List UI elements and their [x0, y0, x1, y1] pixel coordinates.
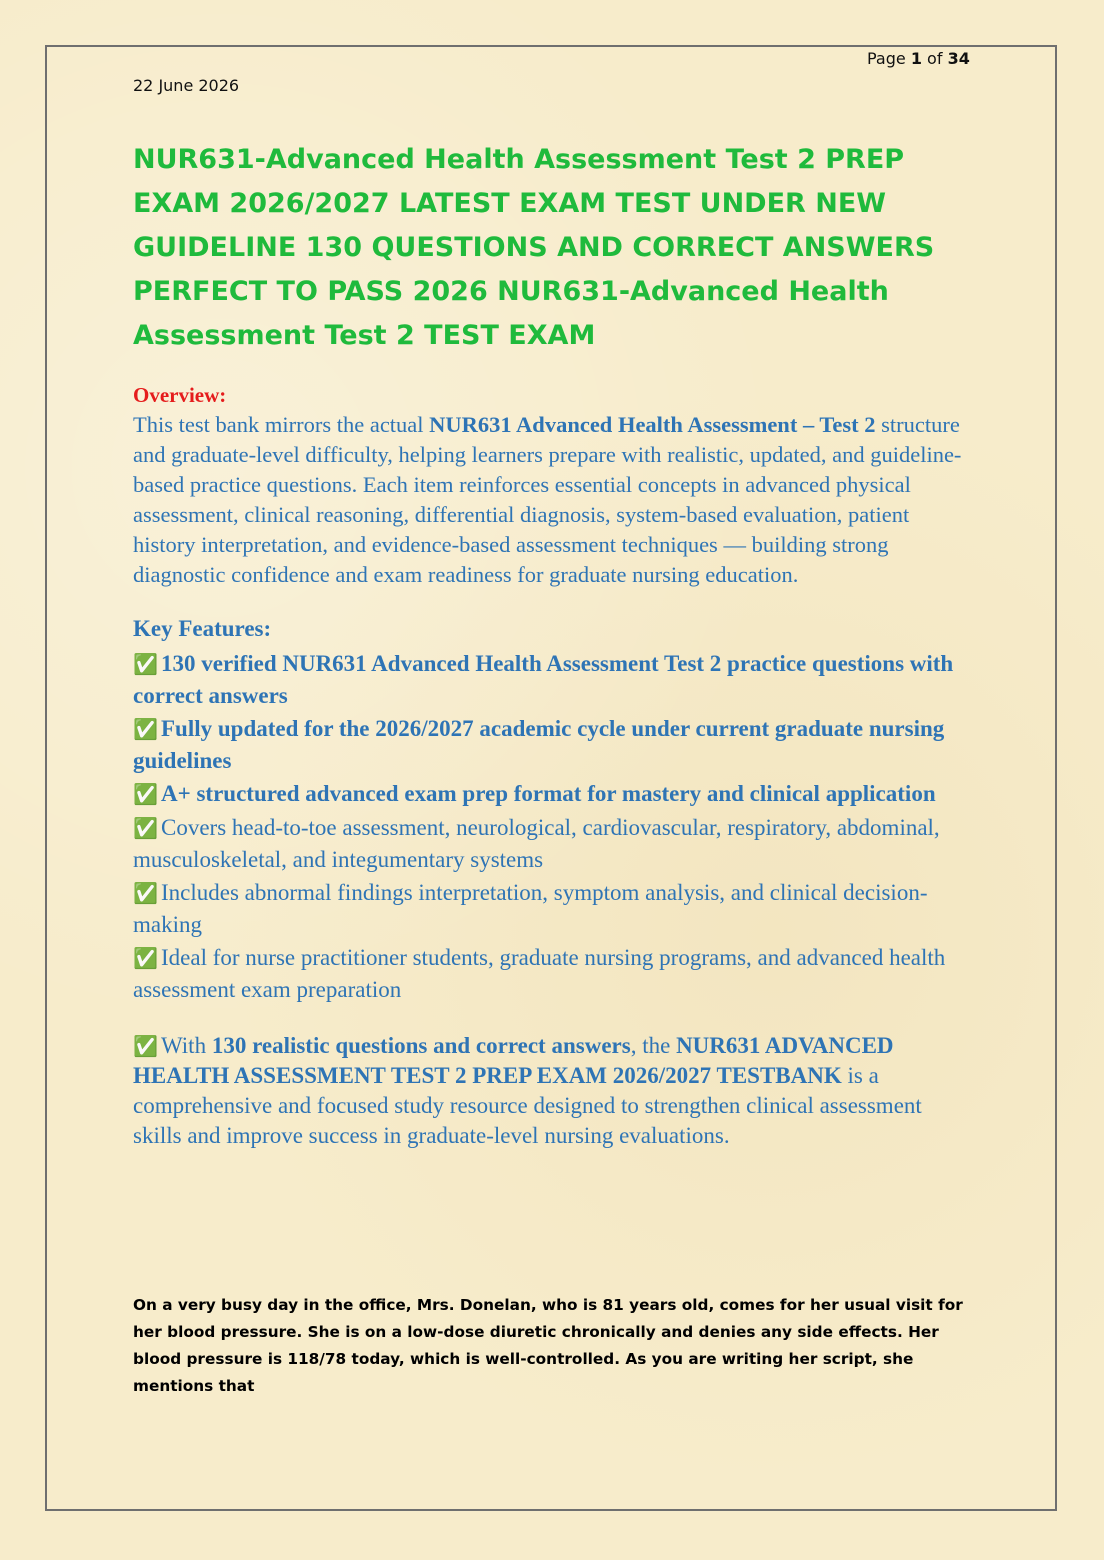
check-icon: ✅	[133, 946, 158, 970]
summary-text-1: With	[161, 1033, 212, 1058]
check-icon: ✅	[133, 652, 158, 676]
document-date: 22 June 2026	[133, 76, 240, 95]
feature-text: Ideal for nurse practitioner students, graduate nursing programs, and advanced health assessment exam preparation	[133, 945, 946, 1002]
page-current: 1	[910, 49, 922, 68]
summary-text-2: , the	[630, 1033, 677, 1058]
features-heading: Key Features:	[133, 616, 272, 641]
page-prefix: Page	[867, 49, 911, 68]
content	[133, 380, 973, 1151]
document-title: NUR631-Advanced Health Assessment Test 2 PREP EXAM 2026/2027 LATEST EXAM TEST UNDER NEW GUIDELINE 130 QUESTIONS AND CORRECT ANSWERS PERFECT TO PASS 2026 NUR631-Advanced Health Assessment Test 2 TEST EXAM	[133, 144, 935, 351]
overview-heading: Overview:	[133, 383, 227, 407]
feature-text: Fully updated for the 2026/2027 academic cycle under current graduate nursing guidelines	[133, 716, 945, 773]
feature-text: A+ structured advanced exam prep format for mastery and clinical application	[161, 781, 936, 806]
feature-text: Covers head-to-toe assessment, neurological, cardiovascular, respiratory, abdominal, musculoskeletal, and integumentary systems	[133, 815, 940, 872]
overview-text-2: structure and graduate-level difficulty, helping learners prepare with realistic, updated, and guideline-based practice questions. Each item reinforces essential concepts in advanced physical assessment, clinical reasoning, differential diagnosis, system-based evaluation, patient history interpretation, and evidence-based assessment techniques — building strong diagnostic confidence and exam readiness for graduate nursing education.	[133, 412, 962, 587]
check-icon: ✅	[133, 816, 158, 840]
question-text: On a very busy day in the office, Mrs. Donelan, who is 81 years old, comes for her usual visit for her blood pressure. She is on a low-dose diuretic chronically and denies any side effects. Her blood pressure is 118/78 today, which is well-controlled. As you are writing her script, she mentions that	[133, 1296, 963, 1395]
overview-bold-1: NUR631 Advanced Health Assessment – Test 2	[429, 412, 876, 437]
check-icon: ✅	[133, 717, 158, 741]
summary-text-3: is a comprehensive and focused study resource designed to strengthen clinical assessment skills and improve success in graduate-level nursing evaluations.	[133, 1063, 922, 1148]
check-icon: ✅	[133, 1034, 158, 1058]
overview-text	[133, 410, 973, 590]
summary-bold-1: 130 realistic questions and correct answers	[211, 1033, 631, 1058]
feature-item	[133, 713, 973, 776]
feature-item	[133, 778, 973, 810]
check-icon: ✅	[133, 881, 158, 905]
feature-text: Includes abnormal findings interpretation, symptom analysis, and clinical decision-making	[133, 880, 928, 937]
page-total: 34	[947, 49, 970, 68]
check-icon: ✅	[133, 782, 158, 806]
feature-item	[133, 648, 973, 711]
summary-paragraph	[133, 1031, 973, 1151]
page-number	[867, 49, 970, 68]
page-of: of	[921, 49, 948, 68]
feature-text: 130 verified NUR631 Advanced Health Assessment Test 2 practice questions with correct answers	[133, 651, 954, 708]
feature-item	[133, 812, 973, 875]
overview-text-1: This test bank mirrors the actual	[133, 412, 430, 437]
feature-item	[133, 877, 973, 940]
summary-bold-2: NUR631 ADVANCED HEALTH ASSESSMENT TEST 2 PREP EXAM 2026/2027 TESTBANK	[133, 1033, 894, 1088]
feature-item	[133, 942, 973, 1005]
